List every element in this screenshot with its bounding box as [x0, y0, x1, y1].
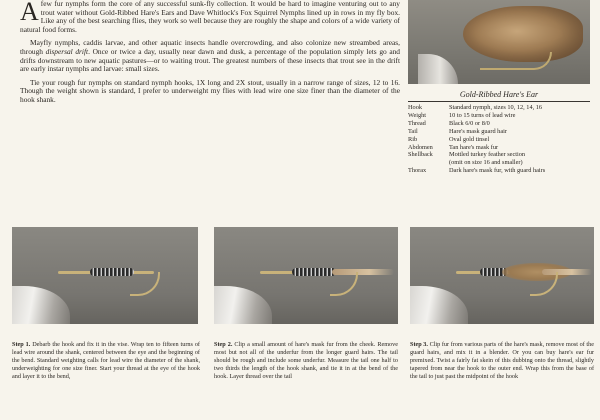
intro-paragraph-2	[20, 39, 400, 73]
hook-bend-image	[530, 272, 558, 296]
step-1-photo	[12, 227, 198, 324]
step-text: Debarb the hook and fix it in the vise. Wrap ten to fifteen turns of lead wire around the shank, centered between the eye and the beginning of the bend. Standard weighting calls for lead wire the diameter of the shank, underweighting for one size finer. Start your thread at the eye of the hook and layer it to the bend,	[12, 341, 200, 380]
recipe-row-hook	[408, 104, 590, 112]
step-2-caption	[214, 341, 398, 381]
vise-jaw-image	[12, 286, 70, 324]
lead-wire-wraps-image	[90, 268, 134, 276]
recipe-value: Standard nymph, sizes 10, 12, 14, 16	[449, 104, 543, 111]
recipe-row-tail	[408, 128, 590, 136]
recipe-value: Oval gold tinsel	[449, 135, 490, 143]
step-text: Clip fur from various parts of the hare's mask, remove most of the guard hairs, and mix it in a blender. Or you can buy hare's ear fur premixed. Twist a fairly fat skein of this dubbing onto the thread, slightly tapered from near the hook to the outer end. Wrap this from the base of the tail to just past the midpoint of the hook	[410, 341, 594, 380]
recipe-value: Mottled turkey feather section	[449, 151, 526, 159]
recipe-key: Hook	[408, 104, 422, 111]
recipe-row-rib	[408, 136, 590, 144]
recipe-key: Rib	[408, 135, 418, 143]
step-3-photo	[410, 227, 594, 324]
intro-paragraph-1	[20, 0, 400, 34]
recipe-value: Tan hare's mask fur	[449, 143, 499, 151]
step-3-caption	[410, 341, 594, 381]
vise-jaw-image	[214, 286, 272, 324]
recipe-key: Abdomen	[408, 143, 433, 151]
recipe-row-thread	[408, 120, 590, 128]
recipe-table	[408, 104, 590, 175]
recipe-row-abdomen	[408, 144, 590, 152]
intro-paragraph-3: Tie your rough fur nymphs on standard nymph hooks, 1X long and 2X stout, usually in a narrow range of sizes, 12 to 16. Though the weight shown is standard, I prefer to underweight my flies with lead wire one size finer than the diameter of the hook shank.	[20, 77, 400, 104]
step-text: Clip a small amount of hare's mask fur from the cheek. Remove most but not all of the underfur from the longer guard hairs. The tail should be rough and include some underfur. Measure the tail one half to two thirds the length of the hook shank, and tie it in at the bend of the hook. Layer thread over the tail	[214, 341, 398, 380]
recipe-row-shellback-note	[408, 159, 590, 167]
recipe-key: Shellback	[408, 151, 433, 159]
intro-paragraph-2-text-a: Mayfly nymphs, caddis larvae, and other aquatic insects handle overcrowding, and also colonize new streambed areas, through	[20, 38, 400, 56]
recipe-value: Black 6/0 or 8/0	[449, 119, 490, 127]
recipe-key: Tail	[408, 127, 418, 135]
recipe-value: 10 to 15 turns of lead wire	[449, 111, 516, 119]
recipe-key: Weight	[408, 111, 427, 119]
recipe-row-thorax	[408, 167, 590, 175]
recipe-value: Hare's mask guard hair	[449, 127, 507, 135]
drop-cap: A	[20, 0, 39, 26]
recipe-row-weight	[408, 112, 590, 120]
intro-paragraph-1-text: few fur nymphs form the core of any successful sunk-fly collection. It would be hard to imagine venturing out to any trout water without Gold-Ribbed Hare's Ears and Dave Whitlock's Fox Squirrel Nymphs lined up in rows in my fly box. Like any of the best searching flies, they work so well because they are roughly the shape and colors of a wide variety of natural food forms.	[20, 0, 400, 34]
hook-bend-image	[330, 272, 358, 296]
recipe-value: Dark hare's mask fur, with guard hairs	[449, 167, 546, 175]
recipe-key: Thread	[408, 119, 426, 127]
finished-fly-photo	[408, 0, 590, 84]
step-label: Step 2.	[214, 341, 233, 348]
recipe-title: Gold-Ribbed Hare's Ear	[459, 90, 539, 99]
vise-jaw-image	[410, 286, 468, 324]
dispersal-drift-term: dispersal drift	[45, 46, 89, 56]
vise-jaw-image	[418, 54, 458, 84]
recipe-key: Thorax	[408, 167, 427, 175]
intro-paragraph-2-text-b: . Once or twice a day, usually near dawn and dusk, a percentage of the population simply lets go and drifts downstream to new aquatic pastures—or to waiting trout. The greatest numbers of these insects that trout see in the drift are early instar nymphs and larvae: small sizes.	[20, 46, 401, 74]
step-label: Step 3.	[410, 341, 428, 348]
recipe-divider	[408, 101, 590, 102]
hook-image	[480, 52, 552, 70]
step-2-photo	[214, 227, 398, 324]
recipe-value: (omit on size 16 and smaller)	[449, 159, 523, 167]
recipe-key	[408, 159, 449, 167]
step-1-caption	[12, 341, 200, 381]
recipe-row-shellback	[408, 151, 590, 159]
intro-text	[20, 0, 400, 110]
step-label: Step 1.	[12, 341, 31, 348]
hook-bend-image	[130, 272, 160, 296]
